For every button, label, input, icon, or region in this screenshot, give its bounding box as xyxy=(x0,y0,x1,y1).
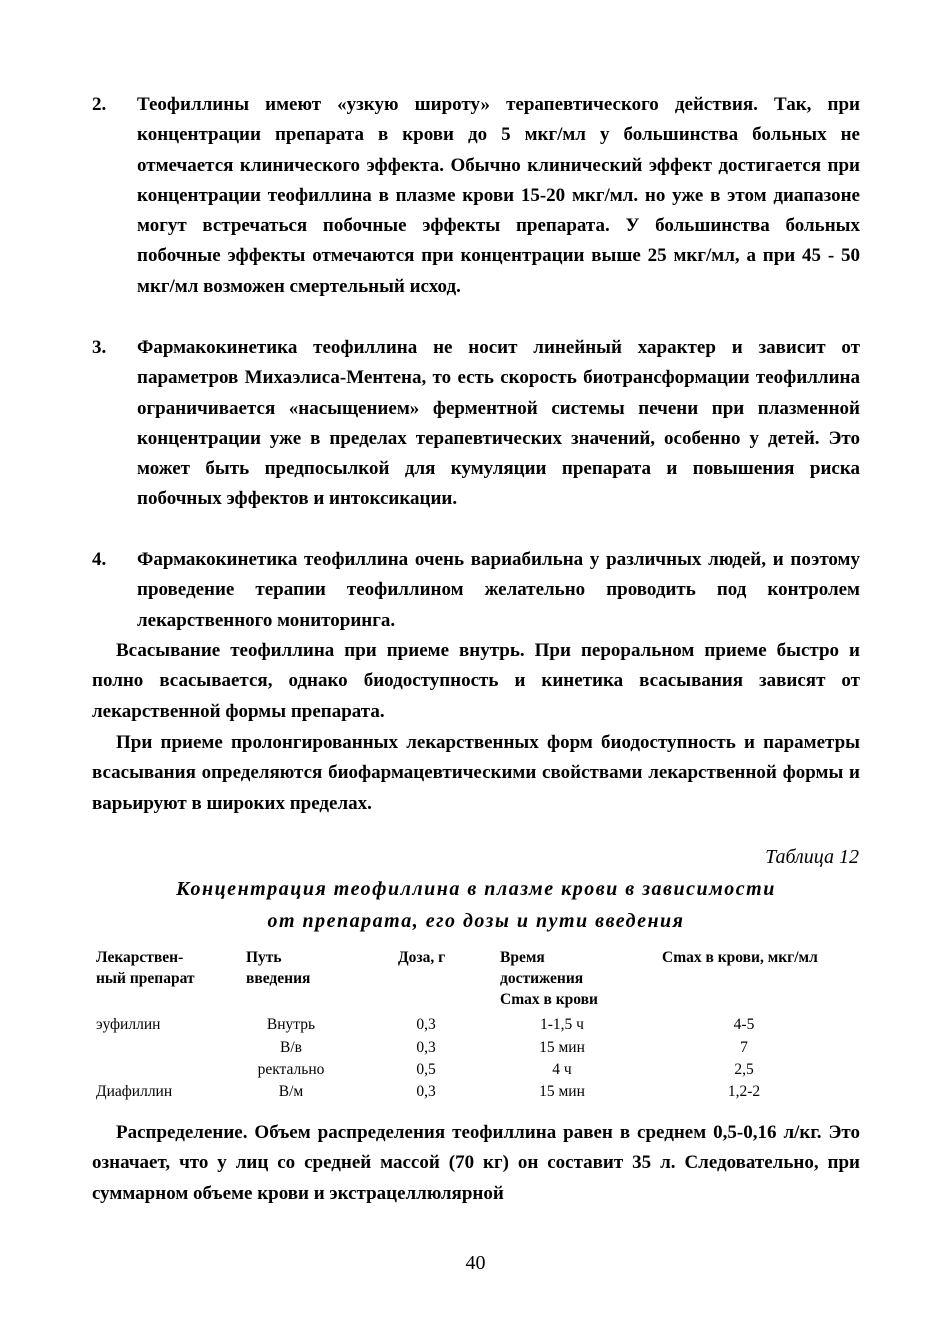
list-item-3 xyxy=(92,333,860,515)
table-cell-time: 4 ч xyxy=(552,1061,572,1078)
header-drug: Лекарствен- ный препарат xyxy=(96,949,195,987)
table-cell-route: Внутрь xyxy=(266,1016,316,1033)
header-route: Путь введения xyxy=(246,949,311,987)
header-time: Время достижения Cmax в крови xyxy=(500,949,598,1008)
list-text: Теофиллины имеют «узкую широту» терапевтического действия. Так, при концентрации препарата в крови до 5 мкг/мл у большинства больных не отмечается клинического эффекта. Обычно клинический эффект достигается при концентрации теофиллина в плазме крови 15-20 мкг/мл. но уже в этом диапазоне могут встречаться побочные эффекты препарата. У большинства больных побочные эффекты отмечаются при концентрации выше 25 мкг/мл, а при 45 - 50 мкг/мл возможен смертельный исход. xyxy=(137,94,860,297)
list-text: Фармакокинетика теофиллина очень вариабильна у различных людей, и поэтому проведение терапии теофиллином желательно проводить под контролем лекарственного мониторинга. xyxy=(137,549,860,631)
table-label: Таблица 12 xyxy=(765,846,859,868)
list-number: 4. xyxy=(92,549,107,570)
table-cell-time: 15 мин xyxy=(539,1083,585,1100)
table-cell-route: В/в xyxy=(280,1039,302,1056)
table-title-line-1: Концентрация теофиллина в плазме крови в зависимости xyxy=(176,878,776,900)
table-cell-drug: Диафиллин xyxy=(96,1083,173,1100)
table-cell-dose: 0,3 xyxy=(416,1083,436,1100)
paragraph-distribution: Распределение. Объем распределения теофиллина равен в среднем 0,5-0,16 л/кг. Это означает, что у лиц со средней массой (70 кг) он составит 35 л. Следовательно, при суммарном объеме крови и экстрацеллюлярной xyxy=(92,1122,860,1204)
table-cell-cmax: 7 xyxy=(740,1039,748,1056)
table-cell-route: В/м xyxy=(278,1083,304,1100)
header-cmax: Cmax в крови, мкг/мл xyxy=(662,949,818,966)
paragraph-absorption: Всасывание теофиллина при приеме внутрь. При пероральном приеме быстро и полно всасывается, однако биодоступность и кинетика всасывания зависят от лекарственной формы препарата. xyxy=(92,640,860,722)
list-item-4 xyxy=(92,545,860,636)
table-cell-dose: 0,3 xyxy=(416,1039,436,1056)
table-cell-dose: 0,3 xyxy=(416,1016,436,1033)
table-title-line-2: от препарата, его дозы и пути введения xyxy=(267,910,685,932)
table-cell-time: 15 мин xyxy=(539,1039,585,1056)
list-text: Фармакокинетика теофиллина не носит линейный характер и зависит от параметров Михаэлиса-Ментена, то есть скорость биотрансформации теофиллина ограничивается «насыщением» ферментной системы печени при плазменной концентрации уже в пределах терапевтических значений, особенно у детей. Это может быть предпосылкой для кумуляции препарата и повышения риска побочных эффектов и интоксикации. xyxy=(137,337,860,510)
table-cell-time: 1-1,5 ч xyxy=(540,1016,584,1033)
table-cell-dose: 0,5 xyxy=(416,1061,436,1078)
table-cell-route: ректально xyxy=(257,1061,325,1078)
table-cell-cmax: 2,5 xyxy=(734,1061,754,1078)
list-item-2 xyxy=(92,90,860,302)
table-cell-cmax: 4-5 xyxy=(733,1016,755,1033)
paragraph-prolonged: При приеме пролонгированных лекарственных форм биодоступность и параметры всасывания определяются биофармацевтическими свойствами лекарственной формы и варьируют в широких пределах. xyxy=(92,732,860,814)
list-number: 3. xyxy=(92,337,107,358)
page-number: 40 xyxy=(465,1252,486,1274)
table-cell-cmax: 1,2-2 xyxy=(727,1083,761,1100)
list-number: 2. xyxy=(92,94,107,115)
table-cell-drug: эуфиллин xyxy=(96,1016,161,1033)
header-dose: Доза, г xyxy=(398,949,446,966)
